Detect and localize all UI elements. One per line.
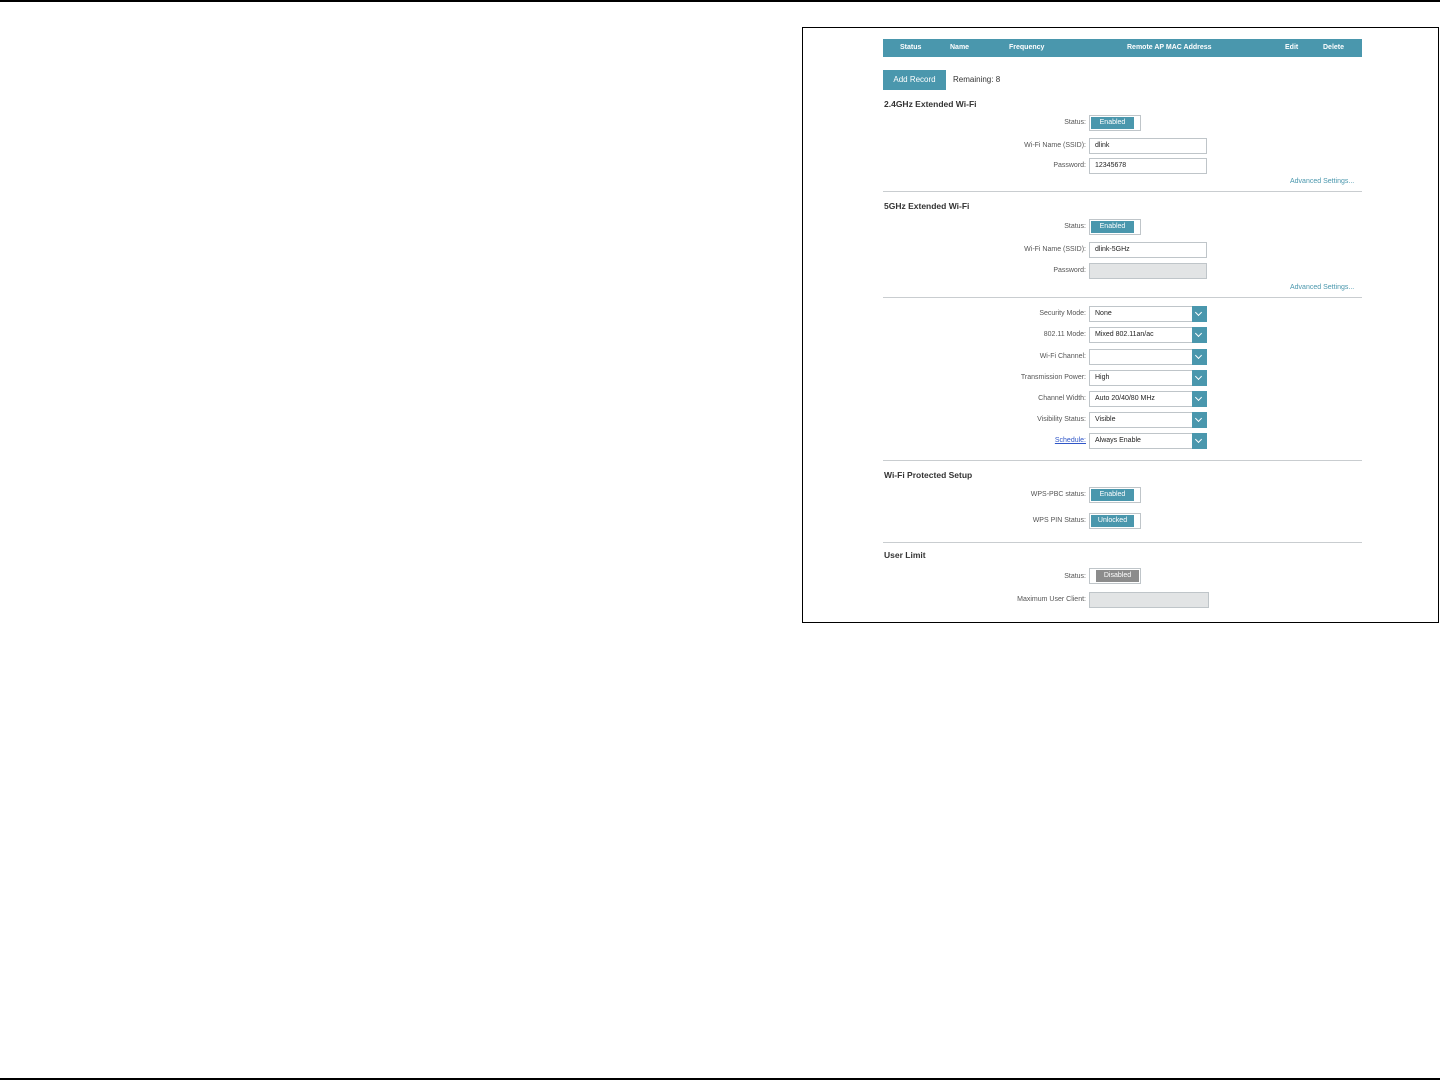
chevron-down-icon [1192, 412, 1207, 428]
max-user-client-label: Maximum User Client: [1017, 596, 1086, 603]
wps-pbc-toggle[interactable] [1089, 487, 1141, 503]
wifi-channel-select[interactable] [1089, 349, 1207, 365]
toggle-knob [1134, 515, 1139, 527]
chevron-down-icon [1192, 349, 1207, 365]
select-value: Always Enable [1095, 437, 1141, 444]
toggle-knob [1134, 489, 1139, 501]
wps-pin-toggle[interactable] [1089, 513, 1141, 529]
wifi24-title: 2.4GHz Extended Wi-Fi [884, 99, 977, 109]
visibility-status-select[interactable] [1089, 412, 1207, 428]
col-status: Status [900, 44, 922, 51]
remaining-count: Remaining: 8 [953, 75, 1001, 84]
wifi24-advanced-link[interactable]: Advanced Settings... [1290, 178, 1355, 185]
wifi24-ssid-label: Wi-Fi Name (SSID): [1024, 142, 1086, 149]
wifi24-ssid-input[interactable]: dlink [1089, 138, 1207, 154]
col-delete: Delete [1323, 44, 1345, 51]
select-value: None [1095, 310, 1112, 317]
security-mode-select[interactable] [1089, 306, 1207, 322]
wifi5-ssid-input[interactable]: dlink-5GHz [1089, 242, 1207, 258]
toggle-state: Enabled [1091, 489, 1134, 501]
wifi5-ssid-label: Wi-Fi Name (SSID): [1024, 246, 1086, 253]
divider [883, 297, 1362, 298]
wifi5-title: 5GHz Extended Wi-Fi [884, 201, 970, 211]
toggle-state: Enabled [1091, 221, 1134, 233]
toggle-state: Disabled [1096, 570, 1139, 582]
select-value: Mixed 802.11an/ac [1095, 331, 1154, 338]
wifi5-status-toggle[interactable] [1089, 219, 1141, 235]
user-limit-title: User Limit [884, 550, 926, 560]
wifi-channel-label: Wi-Fi Channel: [1039, 353, 1086, 360]
select-value: Visible [1095, 416, 1116, 423]
max-user-client-input [1089, 592, 1209, 608]
chevron-down-icon [1192, 370, 1207, 386]
divider [883, 191, 1362, 192]
col-mac: Remote AP MAC Address [1127, 44, 1212, 51]
wifi24-password-label: Password: [1053, 162, 1086, 169]
user-limit-status-label: Status: [1064, 573, 1086, 580]
chevron-down-icon [1192, 306, 1207, 322]
transmission-power-select[interactable] [1089, 370, 1207, 386]
col-edit: Edit [1285, 44, 1299, 51]
toggle-knob [1091, 570, 1096, 582]
wifi24-password-input[interactable]: 12345678 [1089, 158, 1207, 174]
bottom-rule [0, 1078, 1440, 1080]
col-frequency: Frequency [1009, 44, 1045, 51]
wps-pbc-label: WPS-PBC status: [1030, 491, 1086, 498]
wifi5-status-label: Status: [1064, 223, 1086, 230]
toggle-knob [1134, 117, 1139, 129]
select-value: Auto 20/40/80 MHz [1095, 395, 1155, 402]
user-limit-status-toggle[interactable] [1089, 568, 1141, 584]
records-table-header [883, 39, 1362, 57]
visibility-status-label: Visibility Status: [1037, 416, 1086, 423]
divider [883, 542, 1362, 543]
screenshot-frame [802, 27, 1439, 623]
toggle-state: Enabled [1091, 117, 1134, 129]
add-record-button[interactable]: Add Record [883, 70, 946, 90]
chevron-down-icon [1192, 391, 1207, 407]
channel-width-label: Channel Width: [1038, 395, 1086, 402]
chevron-down-icon [1192, 433, 1207, 449]
transmission-power-label: Transmission Power: [1020, 374, 1086, 381]
schedule-select[interactable] [1089, 433, 1207, 449]
wps-pin-label: WPS PIN Status: [1032, 517, 1086, 524]
wifi24-status-toggle[interactable] [1089, 115, 1141, 131]
channel-width-select[interactable] [1089, 391, 1207, 407]
select-value: High [1095, 374, 1110, 381]
wifi5-advanced-link[interactable]: Advanced Settings... [1290, 284, 1355, 291]
wps-title: Wi-Fi Protected Setup [884, 470, 973, 480]
chevron-down-icon [1192, 327, 1207, 343]
col-name: Name [950, 44, 970, 51]
security-mode-label: Security Mode: [1039, 310, 1086, 317]
wifi5-password-label: Password: [1053, 267, 1086, 274]
top-rule [0, 0, 1440, 2]
80211-mode-select[interactable] [1089, 327, 1207, 343]
wifi24-status-label: Status: [1064, 119, 1086, 126]
wifi5-password-input [1089, 263, 1207, 279]
toggle-state: Unlocked [1091, 515, 1134, 527]
schedule-link[interactable]: Schedule: [1054, 437, 1086, 444]
divider [883, 460, 1362, 461]
toggle-knob [1134, 221, 1139, 233]
80211-mode-label: 802.11 Mode: [1043, 331, 1086, 338]
